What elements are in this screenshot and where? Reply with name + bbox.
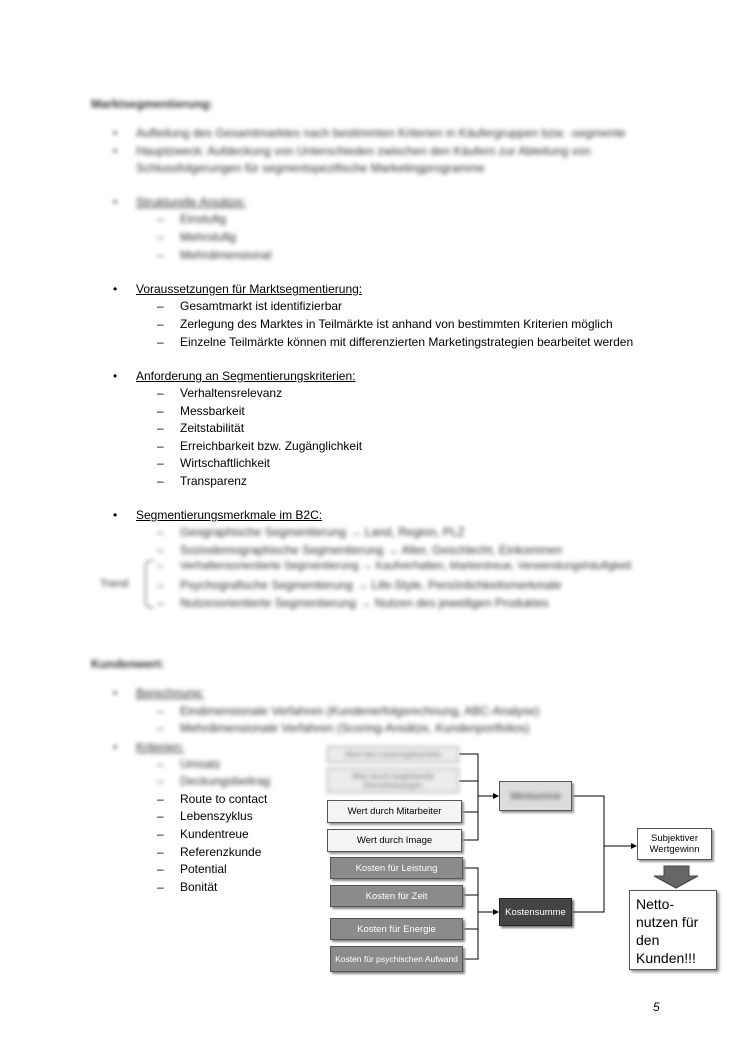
bullet-b2c: • Segmentierungsmerkmale im B2C: [113, 508, 323, 522]
box-wert-image: Wert durch Image [327, 829, 462, 852]
box-kosten-energie: Kosten für Energie [330, 918, 463, 940]
netto-line: den [636, 932, 660, 948]
trend-label: Trend [100, 578, 129, 590]
kw-criteria-item: – Referenzkunde [157, 845, 262, 859]
b2c-item: – Psychografische Segmentierung → Life-Style, Persönlichkeitsmerkmale [157, 578, 562, 592]
criteria-item: – Messbarkeit [157, 404, 245, 418]
kw-criteria-item: – Route to contact [157, 792, 268, 806]
kw-criteria-item: – Bonität [157, 880, 218, 894]
box-wert-mitarbeiter: Wert durch Mitarbeiter [327, 800, 462, 823]
kw-criteria-item: – Kundentreue [157, 827, 249, 841]
prereq-item: – Gesamtmarkt ist identifizierbar [157, 299, 343, 313]
approach-item: – Mehrstufig [157, 230, 237, 244]
criteria-item: – Erreichbarkeit bzw. Zugänglichkeit [157, 439, 363, 453]
calc-item: – Mehrdimensionale Verfahren (Scoring-Ansätze, Kundenportfolios) [157, 721, 530, 735]
criteria-item: – Transparenz [157, 474, 247, 488]
kw-criteria-item: – Deckungsbeitrag [157, 774, 271, 788]
box-kosten-zeit: Kosten für Zeit [330, 885, 463, 907]
down-arrow-icon [654, 866, 698, 888]
netto-line: nutzen für [636, 914, 699, 930]
bullet-strukturelle-ansaetze: • Strukturelle Ansätze: [113, 195, 247, 209]
b2c-item: – Nutzenorientierte Segmentierung → Nutzen des jeweiligen Produktes [157, 596, 549, 610]
box-wertsumme: Wertsumme [499, 781, 572, 811]
box-kostensumme: Kostensumme [499, 898, 572, 926]
box-kosten-leistung: Kosten für Leistung [330, 857, 463, 879]
bullet-hauptzweck-cont: Schlussfolgerungen für segmentspezifische Marketingprogramme [136, 161, 485, 175]
kw-criteria-item: – Potential [157, 862, 227, 876]
netto-line: Kunden!!! [636, 950, 696, 966]
prereq-item: – Einzelne Teilmärkte können mit differenzierten Marketingstrategien bearbeitet werden [157, 335, 634, 349]
box-wert-leistungsbuendel: Wert des Leistungsbündels [327, 746, 459, 763]
page-number: 5 [653, 1000, 660, 1014]
bullet-kriterien: • Kriterien: [113, 740, 185, 754]
section-heading-marktsegmentierung: Marktsegmentierung: [91, 97, 214, 111]
kw-criteria-item: – Umsatz [157, 757, 221, 771]
b2c-item: – Geographische Segmentierung → Land, Region, PLZ [157, 525, 465, 539]
bullet-voraussetzungen: • Voraussetzungen für Marktsegmentierung: [113, 282, 363, 296]
b2c-item: – Verhaltensorientierte Segmentierung → Kaufverhalten, Markentreue, Verwendungshäufigkeit [157, 560, 632, 572]
netto-nutzen-box [629, 890, 717, 970]
prereq-item: – Zerlegung des Marktes in Teilmärkte ist anhand von bestimmten Kriterien möglich [157, 317, 613, 331]
box-subjektiver-wertgewinn: Subjektiver Wertgewinn [637, 828, 712, 860]
bullet-aufteilung: • Aufteilung des Gesamtmarktes nach bestimmten Kriterien in Käufergruppen bzw. -segmente [113, 126, 626, 140]
approach-item: – Mehrdimensional [157, 248, 272, 262]
bullet-anforderung: • Anforderung an Segmentierungskriterien: [113, 369, 356, 383]
criteria-item: – Verhaltensrelevanz [157, 386, 283, 400]
bullet-hauptzweck: • Hauptzweck: Aufdeckung von Unterschieden zwischen den Käufern zur Ableitung von [113, 144, 591, 158]
box-wert-dienstleistungen: Wert durch begleitende Dienstleistungen [327, 768, 459, 793]
b2c-item: – Soziodemographische Segmentierung → Alter, Geschlecht, Einkommen [157, 543, 563, 557]
criteria-item: – Wirtschaftlichkeit [157, 456, 271, 470]
approach-item: – Einstufig [157, 212, 227, 226]
netto-line: Netto- [636, 896, 675, 912]
calc-item: – Eindimensionale Verfahren (Kundenerfolgsrechnung, ABC-Analyse) [157, 704, 540, 718]
box-kosten-psychisch: Kosten für psychischen Aufwand [330, 946, 463, 972]
criteria-item: – Zeitstabilität [157, 421, 245, 435]
kw-criteria-item: – Lebenszyklus [157, 809, 253, 823]
section-heading-kundenwert: Kundenwert: [91, 657, 165, 671]
bullet-berechnung: • Berechnung: [113, 686, 205, 700]
